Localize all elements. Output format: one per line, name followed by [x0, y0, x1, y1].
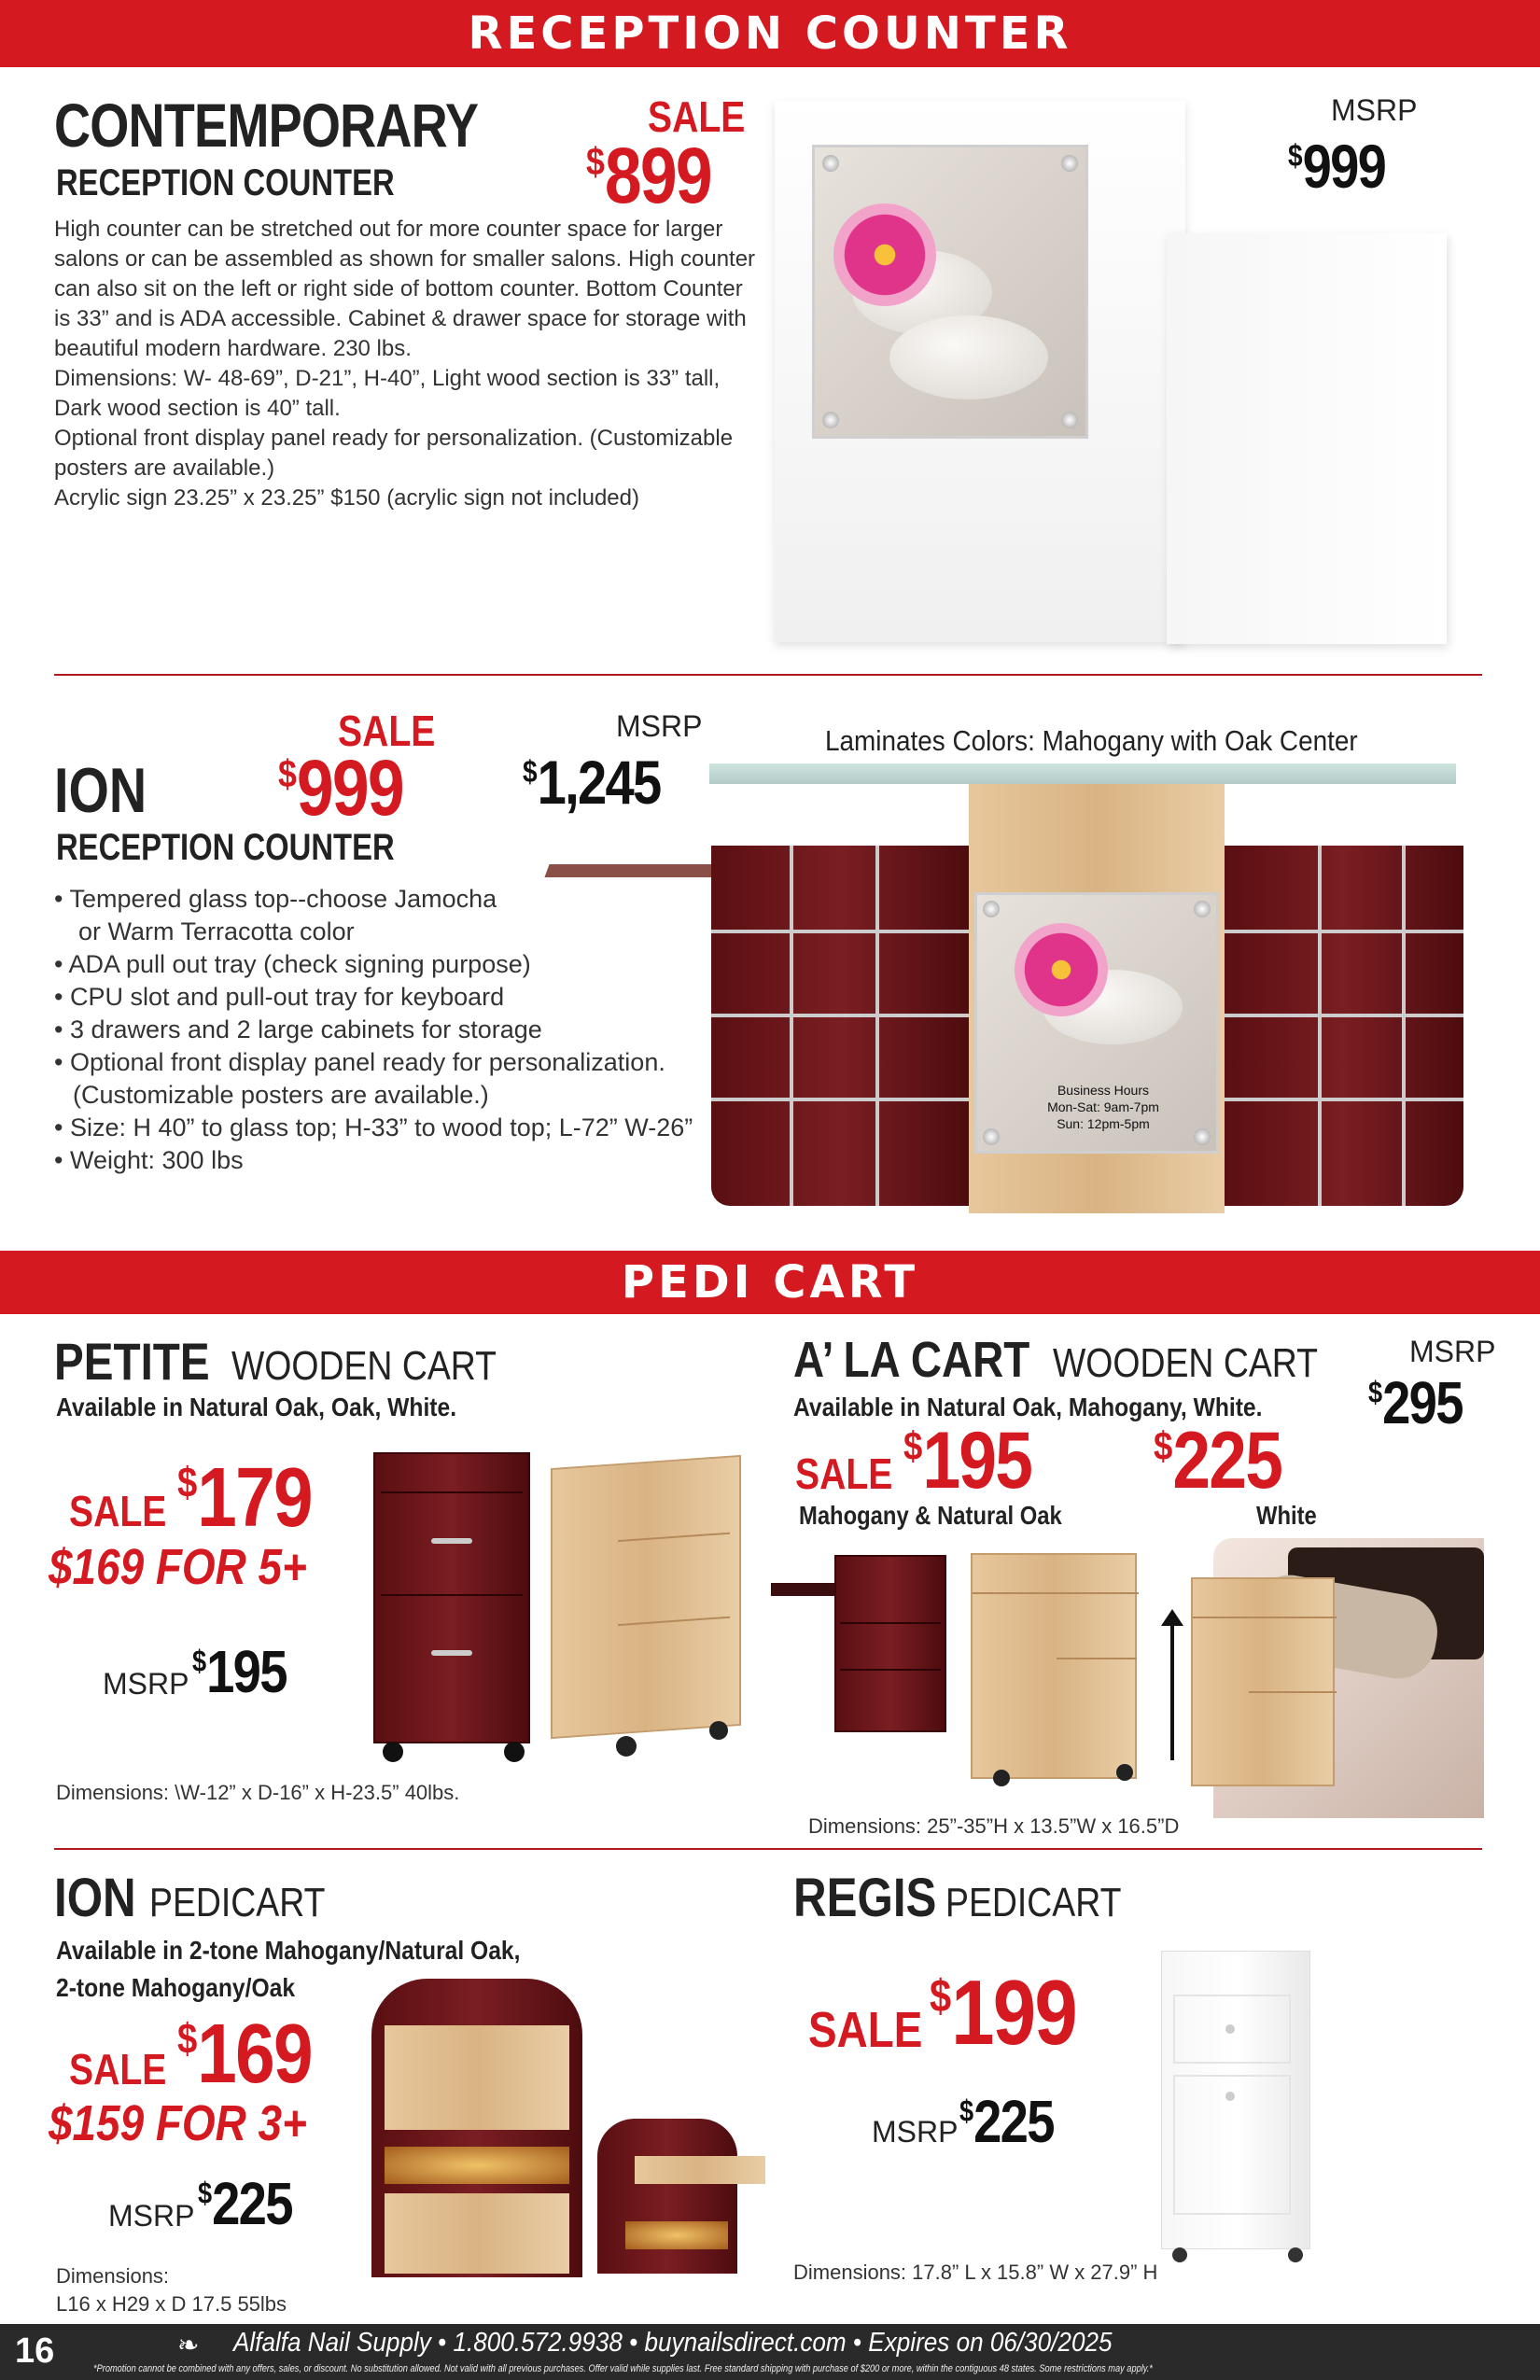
ion-counter-laminates: Laminates Colors: Mahogany with Oak Center [825, 724, 1358, 757]
petite-dimensions: Dimensions: \W-12” x D-16” x H-23.5” 40lbs. [56, 1781, 460, 1804]
feature-item: • CPU slot and pull-out tray for keyboard [54, 981, 707, 1014]
contemporary-description: High counter can be stretched out for more counter space for larger salons or can be assembled as shown for smaller salons. High counter can also sit on the left or right side of bottom counter. Bottom Counter is 33” and is ADA accessible. Cabinet & drawer space for storage with beautiful modern hardware. 230 lbs. Dimensions: W- 48-69”, D-21”, H-40”, Light wood section is 33” tall, Dark wood section is 40” tall. Optional front display panel ready for personalization. (Customizable posters are available.) Acrylic sign 23.25” x 23.25” $150 (acrylic sign not included) [54, 217, 756, 511]
ion-counter-features [54, 883, 707, 1177]
contemporary-msrp-label: MSRP [1331, 93, 1418, 127]
petite-title2: WOODEN CART [231, 1343, 497, 1389]
ion-counter-sale-price: $999 [278, 744, 403, 832]
regis-title: REGIS [793, 1868, 937, 1928]
alacart-price-1: $195 [903, 1416, 1032, 1505]
business-hours-sign: Business Hours Mon-Sat: 9am-7pm Sun: 12pm-5pm [1047, 1083, 1159, 1131]
alacart-mahogany-image [834, 1555, 946, 1732]
regis-msrp-price: $225 [959, 2088, 1054, 2155]
contemporary-sale-label: SALE [648, 92, 746, 141]
petite-bulk-price: $169 FOR 5+ [49, 1539, 307, 1595]
feature-item: • 3 drawers and 2 large cabinets for storage [54, 1014, 707, 1046]
alacart-msrp-price: $295 [1368, 1369, 1463, 1436]
ion-pedicart-title2: PEDICART [148, 1880, 326, 1925]
ion-counter-msrp-price: $1,245 [523, 748, 661, 817]
counter-right-panel [1225, 846, 1463, 1206]
feature-item: or Warm Terracotta color [78, 917, 355, 945]
alacart-availability: Available in Natural Oak, Mahogany, White. [793, 1393, 1263, 1421]
ion-pedicart-title: ION [54, 1868, 136, 1928]
ion-pedicart-bulk-price: $159 FOR 3+ [49, 2095, 307, 2151]
footer [0, 2324, 1540, 2380]
ion-counter-msrp-label: MSRP [616, 709, 703, 743]
feature-item: • ADA pull out tray (check signing purpose) [54, 948, 707, 981]
feature-item: • Optional front display panel ready for personalization. [54, 1046, 707, 1079]
contemporary-msrp-price: $999 [1288, 132, 1386, 201]
regis-msrp-label: MSRP [872, 2115, 959, 2149]
alacart-price-2: $225 [1154, 1416, 1282, 1505]
petite-title: PETITE [54, 1332, 210, 1391]
contemporary-poster [812, 145, 1088, 439]
feature-item: • Size: H 40” to glass top; H-33” to wood top; L-72” W-26” [54, 1112, 707, 1144]
ion-pedicart-sale-label: SALE [69, 2045, 167, 2093]
ion-pedicart-image [371, 1979, 582, 2277]
petite-cart-mahogany-image [373, 1452, 530, 1743]
ion-counter-title: ION [54, 755, 147, 826]
petite-sale-price: $179 [177, 1451, 312, 1545]
feature-item: (Customizable posters are available.) [73, 1081, 489, 1109]
ion-pedicart-open-image [597, 2119, 737, 2274]
divider [54, 1848, 1482, 1850]
regis-sale-price: $199 [930, 1961, 1077, 2064]
alacart-msrp-label: MSRP [1409, 1335, 1496, 1368]
height-adjust-arrow-icon [1170, 1622, 1174, 1760]
footer-contact-line: Alfalfa Nail Supply • 1.800.572.9938 • buynailsdirect.com • Expires on 06/30/2025 [233, 2328, 1113, 2358]
ion-counter-subtitle: RECEPTION COUNTER [56, 827, 395, 868]
section-banner-pedi: PEDI CART [0, 1251, 1540, 1314]
alacart-natural-oak-image [971, 1553, 1137, 1779]
feature-item: • Weight: 300 lbs [54, 1144, 707, 1177]
petite-sale-label: SALE [69, 1487, 167, 1535]
ion-pedicart-heading [54, 1867, 356, 1929]
page-number: 16 [15, 2331, 55, 2371]
regis-title2: PEDICART [945, 1880, 1122, 1925]
contemporary-counter-lower [1167, 233, 1447, 644]
petite-heading [54, 1331, 544, 1392]
ion-counter-sale-label: SALE [338, 707, 436, 755]
section-banner-reception: RECEPTION COUNTER [0, 0, 1540, 67]
ion-pedicart-msrp-price: $225 [198, 2170, 292, 2237]
regis-heading [793, 1867, 1153, 1929]
regis-dimensions: Dimensions: 17.8” L x 15.8” W x 27.9” H [793, 2261, 1158, 2284]
ion-pedicart-sale-price: $169 [177, 2008, 312, 2101]
petite-cart-oak-image [551, 1455, 741, 1739]
alacart-sale-label: SALE [795, 1449, 893, 1498]
contemporary-sale-price: $899 [586, 132, 711, 219]
petite-msrp-label: MSRP [103, 1667, 189, 1701]
counter-left-panel [711, 846, 971, 1206]
side-tray [544, 864, 726, 877]
glass-top [709, 763, 1456, 784]
regis-sale-label: SALE [808, 2002, 923, 2058]
footer-fine-print: *Promotion cannot be combined with any offers, sales, or discount. No substitution allowed. Not valid with all previous purchases. Offer valid while supplies last. Free standard shipping with purchase of $200 or more, within the contiguous 48 states. Some restrictions may apply.* [93, 2363, 1153, 2374]
alacart-white-option-image [1191, 1577, 1335, 1786]
alacart-dimensions: Dimensions: 25”-35”H x 13.5”W x 16.5”D [808, 1814, 1180, 1838]
divider [54, 674, 1482, 676]
ion-pedicart-dimensions: Dimensions: L16 x H29 x D 17.5 55lbs [56, 2264, 287, 2316]
alacart-heading [793, 1331, 1365, 1389]
ion-pedicart-msrp-label: MSRP [108, 2199, 195, 2233]
regis-pedicart-image [1161, 1951, 1310, 2249]
alacart-title2: WOODEN CART [1053, 1340, 1319, 1386]
alacart-price-2-note: White [1256, 1501, 1317, 1530]
alacart-price-1-note: Mahogany & Natural Oak [799, 1501, 1062, 1530]
alacart-title: A’ LA CART [793, 1332, 1030, 1388]
contemporary-title: CONTEMPORARY [54, 91, 479, 160]
ion-counter-poster [974, 892, 1219, 1154]
leaf-logo-icon: ❧ [177, 2331, 200, 2359]
petite-availability: Available in Natural Oak, Oak, White. [56, 1393, 457, 1421]
ion-pedicart-availability: Available in 2-tone Mahogany/Natural Oak, 2-tone Mahogany/Oak [56, 1936, 521, 2002]
petite-msrp-price: $195 [192, 1638, 287, 1705]
contemporary-subtitle: RECEPTION COUNTER [56, 162, 395, 203]
feature-item: • Tempered glass top--choose Jamocha [54, 883, 707, 916]
